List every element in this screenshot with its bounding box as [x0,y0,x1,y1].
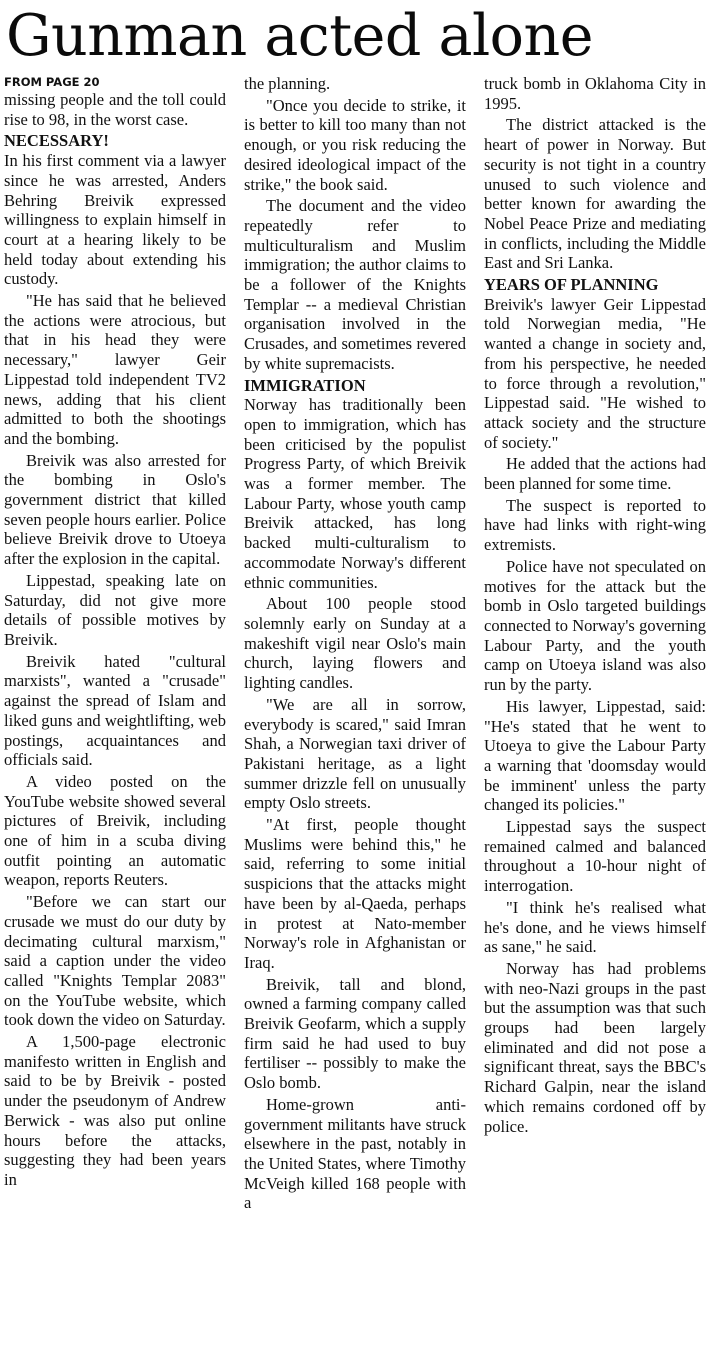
paragraph: A video posted on the YouTube website showed several pictures of Breivik, including one of him in a scuba diving outfit pointing an automatic weapon, reports Reuters. [4,771,226,890]
column-2-body [244,74,466,1213]
lead-paragraph: In his first comment via a lawyer since he was arrested, Anders Behring Breivik expressed willingness to explain himself in court at a hearing likely to be held today about extending his custody. [4,151,226,289]
paragraph: Norway has had problems with neo-Nazi groups in the past but the assumption was that such groups had been largely eliminated and did not pose a significant threat, says the BBC's Richard Galpin, near the island which remains cordoned off by police. [484,958,706,1136]
continued-paragraph: the planning. [244,74,331,93]
paragraph: Breivik, tall and blond, owned a farming company called Breivik Geofarm, which a supply firm said he had used to buy fertiliser -- possibly to make the Oslo bomb. [244,974,466,1093]
column-3 [484,74,706,1342]
paragraph: "At first, people thought Muslims were behind this," he said, referring to some initial suspicions that the attacks might have been by al-Qaeda, perhaps in protest at Nato-member Norway's role in Afghanistan or Iraq. [244,815,466,972]
section-subhead: NECESSARY! [4,131,109,151]
column-1-body [4,90,226,1190]
continued-from-label: FROM PAGE 20 [4,75,100,89]
section-subhead: IMMIGRATION [244,375,366,395]
paragraph: He added that the actions had been planned for some time. [484,454,706,494]
paragraph: His lawyer, Lippestad, said: "He's stated that he went to Utoeya to give the Labour Party a warning that 'doomsday would be imminent' unless the party changed its policies." [484,696,706,815]
section-subhead: YEARS OF PLANNING [484,275,659,295]
paragraph: "I think he's realised what he's done, and he views himself as sane," he said. [484,897,706,957]
column-2 [244,74,466,1342]
column-1 [4,74,226,1342]
article-columns [4,74,706,1342]
paragraph: Breivik hated "cultural marxists", wanted a "crusade" against the spread of Islam and liked guns and weightlifting, web postings, acquaintances and officials said. [4,651,226,770]
paragraph: A 1,500-page electronic manifesto written in English and said to be by Breivik - posted under the pseudonym of Andrew Berwick - was also put online hours before the attacks, suggesting they had been years in [4,1032,226,1189]
headline: Gunman acted alone [6,3,593,69]
paragraph: "Once you decide to strike, it is better to kill too many than not enough, or you risk reducing the desired ideological impact of the strike," the book said. [244,95,466,194]
paragraph: Lippestad, speaking late on Saturday, did not give more details of possible motives by Breivik. [4,570,226,649]
paragraph: The district attacked is the heart of power in Norway. But security is not tight in a country unused to such violence and better known for awarding the Nobel Peace Prize and mediating in conflicts, including the Middle East and Sri Lanka. [484,115,706,273]
continued-paragraph: missing people and the toll could rise to 98, in the worst case. [4,90,226,129]
paragraph: Home-grown anti-government militants have struck elsewhere in the past, notably in the United States, where Timothy McVeigh killed 168 people with a [244,1094,466,1213]
paragraph: "We are all in sorrow, everybody is scared," said Imran Shah, a Norwegian taxi driver of Pakistani heritage, as a light summer drizzle fell on unusually empty Oslo streets. [244,694,466,813]
paragraph: The suspect is reported to have had links with right-wing extremists. [484,495,706,555]
paragraph: The document and the video repeatedly refer to multiculturalism and Muslim immigration; the author claims to be a follower of the Knights Templar -- a medieval Christian organisation involved in the Crusades, and sometimes revered by white supremacists. [244,196,466,373]
paragraph: "Before we can start our crusade we must do our duty by decimating cultural marxism," said a caption under the video called "Knights Templar 2083" on the YouTube website, which took down the video on Saturday. [4,892,226,1030]
paragraph: Police have not speculated on motives for the attack but the bomb in Oslo targeted buildings connected to Norway's governing Labour Party, and the youth camp on Utoeya island was also run by the party. [484,556,706,695]
lead-paragraph: Norway has traditionally been open to immigration, which has been criticised by the populist Progress Party, of which Breivik was a former member. The Labour Party, whose youth camp Breivik attacked, has long backed multi-culturalism to accommodate Norway's different ethnic communities. [244,395,466,592]
paragraph: Lippestad says the suspect remained calmed and balanced throughout a 10-hour night of interrogation. [484,817,706,896]
continued-paragraph: truck bomb in Oklahoma City in 1995. [484,74,706,113]
lead-paragraph: Breivik's lawyer Geir Lippestad told Norwegian media, "He wanted a change in society and, from his perspective, he needed to force through a revolution," Lippestad said. "He wished to attack society and the structure of society." [484,294,706,452]
column-3-body [484,74,706,1136]
paragraph: About 100 people stood solemnly early on Sunday at a makeshift vigil near Oslo's main church, laying flowers and lighting candles. [244,594,466,693]
paragraph: Breivik was also arrested for the bombing in Oslo's government district that killed seven people hours earlier. Police believe Breivik drove to Utoeya after the explosion in the capital. [4,450,226,569]
paragraph: "He has said that he believed the actions were atrocious, but that in his head they were necessary," lawyer Geir Lippestad told independent TV2 news, adding that his client admitted to both the shootings and the bombing. [4,291,226,448]
